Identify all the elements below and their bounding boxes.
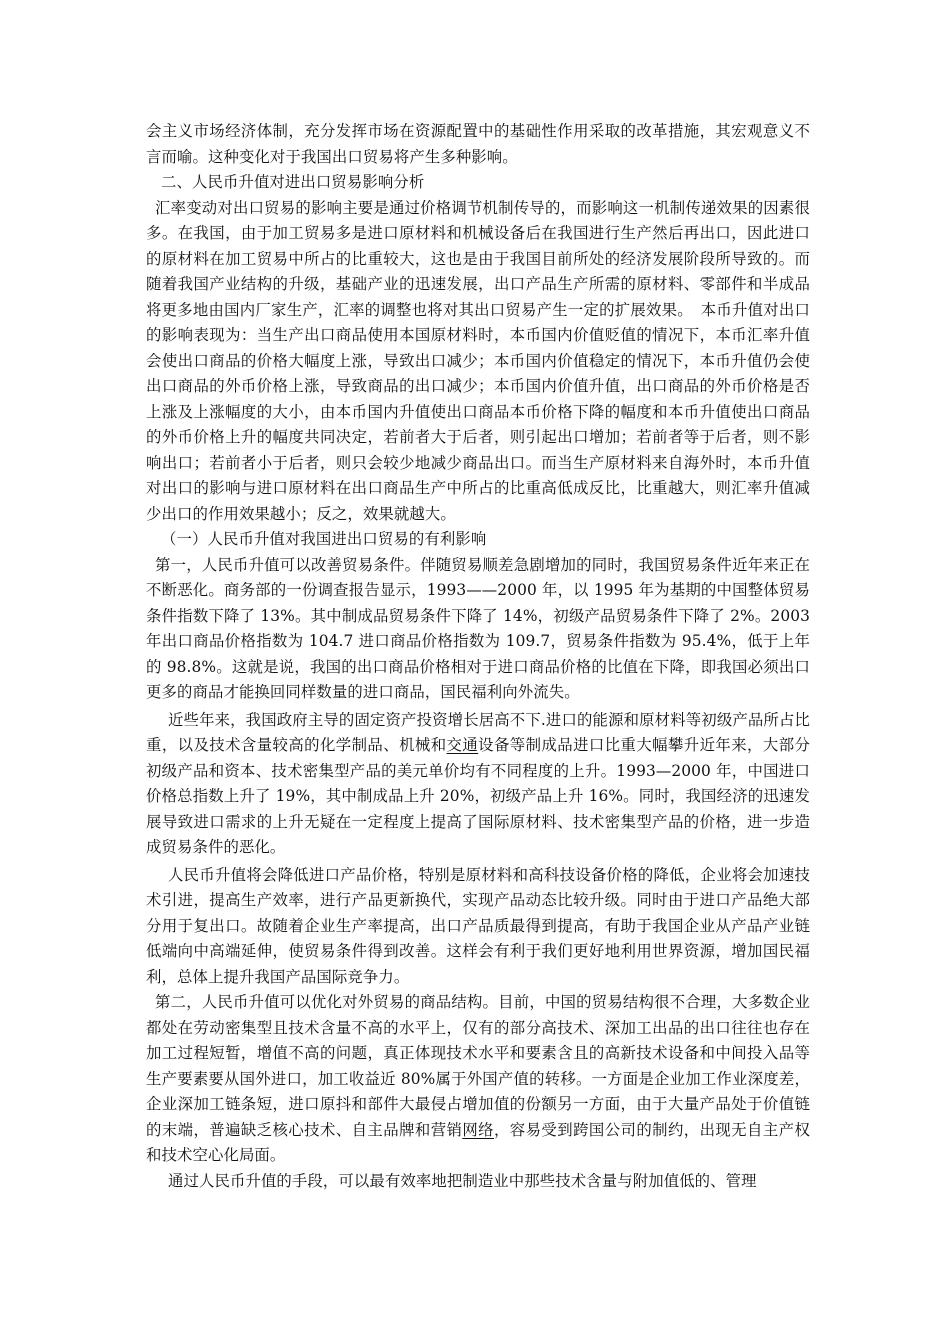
paragraph-trade-terms: 第一，人民币升值可以改善贸易条件。伴随贸易顺差急剧增加的同时，我国贸易条件近年来正在不断恶化。商务部的一份调查报告显示，1993——2000 年，以 1995 年为基期的中国整体贸易条件指数下降了 13%。其中制成品贸易条件下降了 14%，初级产品贸易条件下降了 2%。2003 年出口商品价格指数为 104.7 进口商品价格指数为 109.7，贸易条件指数为 95.4%，低于上年的 98.8%。这就是说，我国的出口商品价格相对于进口商品价格的比值在下降，即我国必须出口更多的商品才能换回同样数量的进口商品，国民福利向外流失。 <box>146 555 810 701</box>
paragraph-import-prices-text-a: 近些年来，我国政府主导的固定资产投资增长居高不下.进口的能源和原材料等初级产品所占比重，以及技术含量较高的化学制品、机械和 <box>146 710 810 754</box>
section-heading-2: 二、人民币升值对进出口贸易影响分析 <box>161 173 425 191</box>
subsection-heading-1: （一）人民币升值对我国进出口贸易的有利影响 <box>161 530 487 548</box>
paragraph-trade-structure-text-a: 第二，人民币升值可以优化对外贸易的商品结构。目前，中国的贸易结构很不合理，大多数企业都处在劳动密集型且技术含量不高的水平上，仅有的部分高技术、深加工出品的出口往往也存在加工过程短暂，增值不高的问题，真正体现技术水平和要素含且的高新技术设备和中间投入品等生产要素要从国外进口，加工收益近 80%属于外国产值的转移。一方面是企业加工作业深度差，企业深加工链条短，进口原抖和部件大最侵占增加值的份额另一方面，由于大量产品处于价值链的末端，普遍缺乏核心技术、自主品牌和营销 <box>146 993 810 1139</box>
link-transport[interactable]: 交通 <box>446 736 479 754</box>
paragraph-technology-upgrade: 人民币升值将会降低进口产品价格，特别是原材料和高科技设备价格的降低，企业将会加速技术引进，提高生产效率，进行产品更新换代，实现产品动态比较升级。同时由于进口产品绝大部分用于复出口。故随着企业生产率提高，出口产品质最得到提高，有助于我国企业从产品产业链低端向中高端延伸，使贸易条件得到改善。这样会有利于我们更好地利用世界资源，增加国民福利，总体上提升我国产品国际竞争力。 <box>146 865 810 986</box>
document-body <box>146 119 810 1194</box>
paragraph-trade-structure <box>146 990 810 1169</box>
paragraph-manufacturing: 通过人民币升值的手段，可以最有效率地把制造业中那些技术含量与附加值低的、管理 <box>168 1171 757 1190</box>
paragraph-intro: 会主义市场经济体制，充分发挥市场在资源配置中的基础性作用采取的改革措施，其宏观意义不言而喻。这种变化对于我国出口贸易将产生多种影响。 <box>146 122 810 166</box>
link-network[interactable]: 网络 <box>462 1120 494 1139</box>
paragraph-import-prices-text-b: 设备等制成品进口比重大幅攀升近年来，大部分初级产品和资本、技术密集型产品的美元单价均有不同程度的上升。1993—2000 年，中国进口价格总指数上升了 19%，其中制成品上升 20%，初级产品上升 16%。同时，我国经济的迅速发展导致进口需求的上升无疑在一定程度上提高了国际原材料、技术密集型产品的价格，进一步造成贸易条件的恶化。 <box>146 736 810 856</box>
paragraph-import-prices <box>146 708 810 861</box>
paragraph-trade-structure-text-b: ，容易受到跨国公司的制约，出现无自主产权和技术空心化局面。 <box>146 1120 810 1164</box>
paragraph-exchange-rate-mechanism: 汇率变动对出口贸易的影响主要是通过价格调节机制传导的，而影响这一机制传递效果的因素很多。在我国，由于加工贸易多是进口原材料和机械设备后在我国进行生产然后再出口，因此进口的原材料在加工贸易中所占的比重较大，这也是由于我国目前所处的经济发展阶段所导致的。而随着我国产业结构的升级，基础产业的迅速发展，出口产品生产所需的原材料、零部件和半成品将更多地由国内厂家生产，汇率的调整也将对其出口贸易产生一定的扩展效果。 本币升值对出口的影响表现为：当生产出口商品使用本国原材料时，本币国内价值贬值的情况下，本币汇率升值会使出口商品的价格大幅度上涨，导致出口减少；本币国内价值稳定的情况下，本币升值仍会使出口商品的外币价格上涨，导致商品的出口减少；本币国内价值升值，出口商品的外币价格是否上涨及上涨幅度的大小，由本币国内升值使出口商品本币价格下降的幅度和本币升值使出口商品的外币价格上升的幅度共同决定，若前者大于后者，则引起出口增加；若前者等于后者，则不影响出口；若前者小于后者，则只会较少地减少商品出口。而当生产原材料来自海外时，本币升值对出口的影响与进口原材料在出口商品生产中所占的比重高低成反比，比重越大，则汇率升值减少出口的作用效果越小；反之，效果就越大。 <box>146 198 810 523</box>
